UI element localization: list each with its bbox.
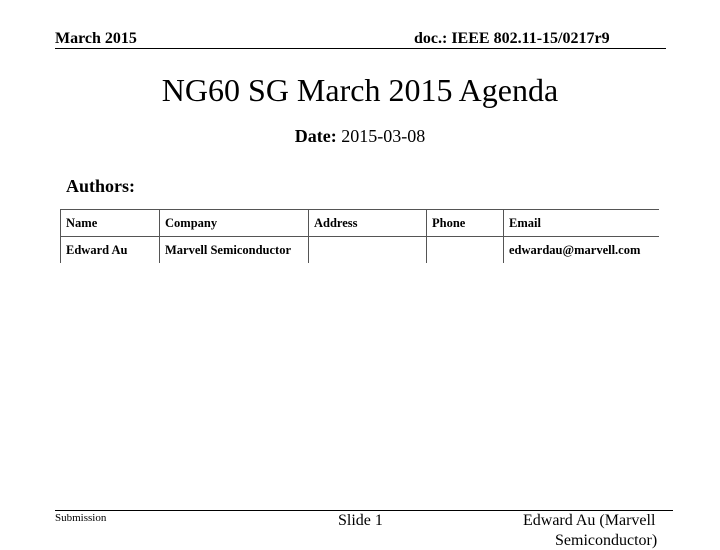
header-cell-phone: Phone (427, 210, 504, 237)
footer-divider (55, 510, 673, 511)
table-row (61, 237, 660, 264)
footer-author-affiliation: Semiconductor) (555, 532, 658, 549)
date-value: 2015-03-08 (341, 126, 426, 146)
header-cell-name: Name (61, 210, 160, 237)
authors-label: Authors: (66, 176, 136, 196)
header-date: March 2015 (55, 30, 137, 47)
header-divider (55, 48, 666, 49)
authors-table-container (60, 209, 659, 263)
slide-title: NG60 SG March 2015 Agenda (161, 72, 559, 108)
table-header-row (61, 210, 660, 237)
cell-company: Marvell Semiconductor (160, 237, 309, 264)
footer-submission: Submission (55, 512, 107, 524)
authors-table (60, 209, 659, 263)
header-cell-address: Address (309, 210, 427, 237)
cell-phone (427, 237, 504, 264)
cell-name: Edward Au (61, 237, 160, 264)
header-cell-email: Email (504, 210, 660, 237)
date-line (0, 126, 720, 147)
date-label: Date: (294, 126, 337, 146)
footer-slide-number: Slide 1 (338, 512, 383, 529)
header-doc-id: doc.: IEEE 802.11-15/0217r9 (414, 30, 610, 47)
footer-author: Edward Au (Marvell (523, 512, 656, 529)
cell-email: edwardau@marvell.com (504, 237, 660, 264)
header-cell-company: Company (160, 210, 309, 237)
cell-address (309, 237, 427, 264)
